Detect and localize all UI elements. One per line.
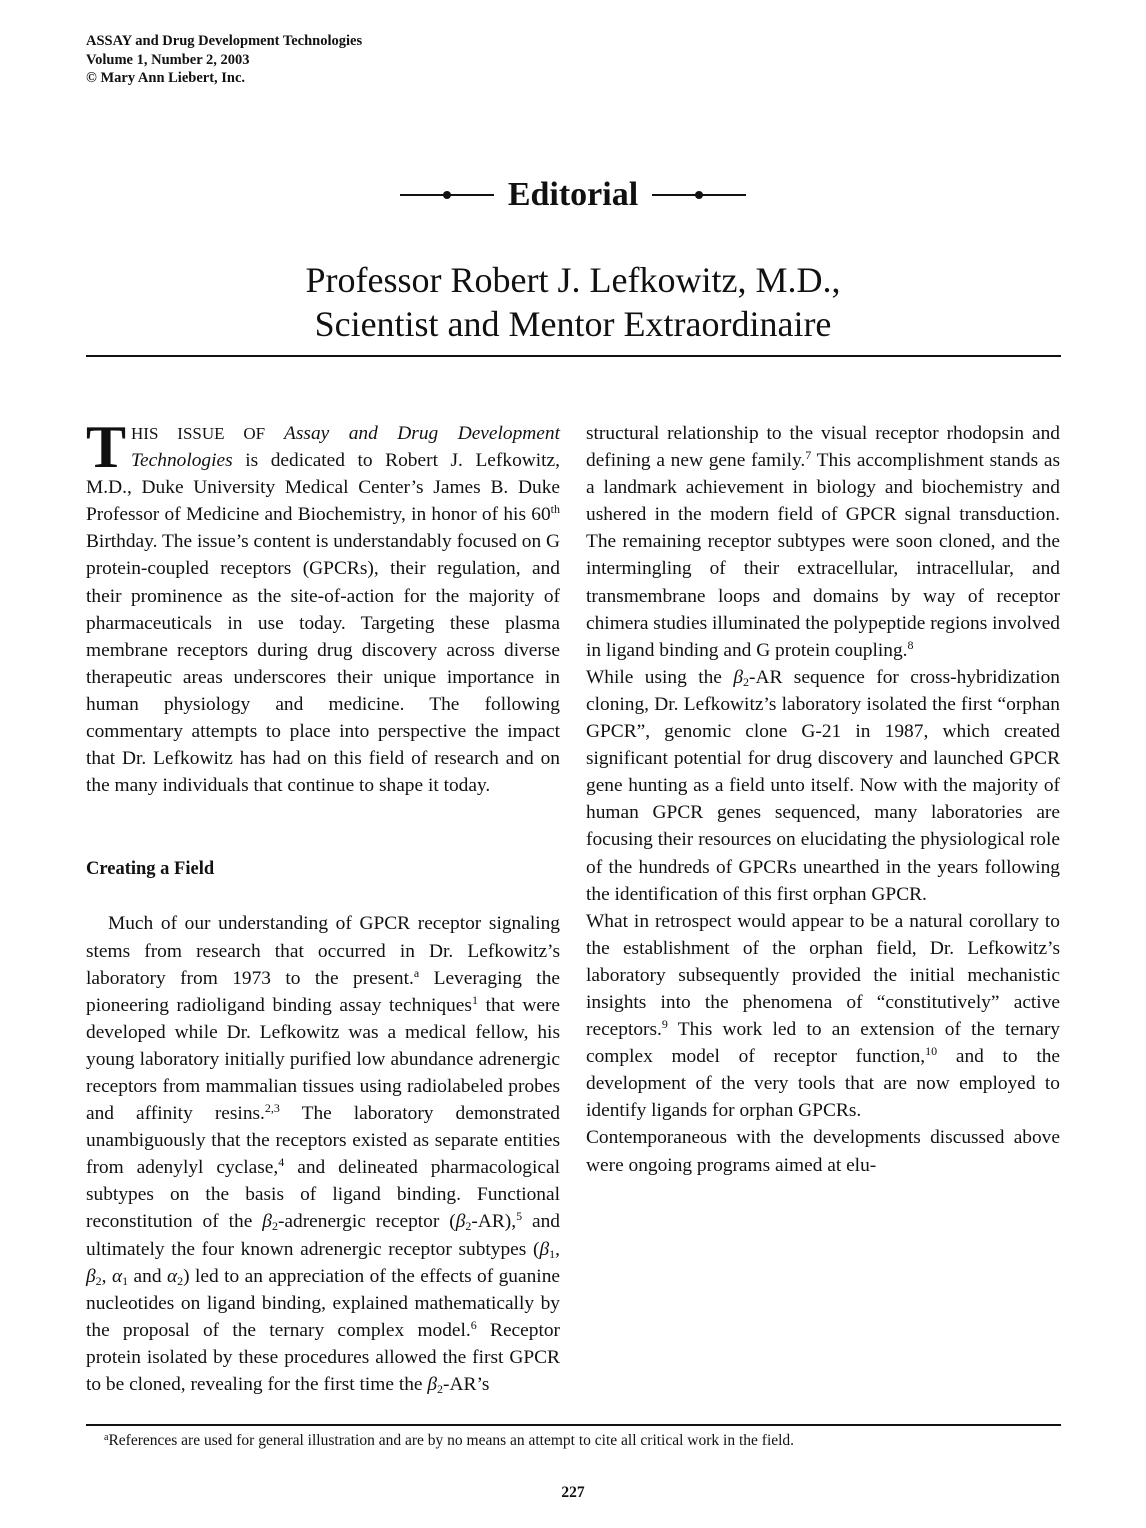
- journal-header: [86, 32, 362, 88]
- citation-ref[interactable]: 5: [516, 1209, 523, 1224]
- section-label: Editorial: [507, 176, 639, 213]
- drop-cap: T: [86, 414, 127, 480]
- right-column: [586, 420, 1060, 1179]
- citation-ref[interactable]: 4: [278, 1155, 285, 1170]
- intro-paragraph: THIS ISSUE OF Assay and Drug Development Technologies is dedicated to Robert J. Lefkowitz, M.D., Duke University Medical Center’s James B. Duke Professor of Medicine and Biochemistry, in honor of his 60th Birthday. The issue’s content is understandably focused on G protein-coupled receptors (GPCRs), their regulation, and their prominence as the site-of-action for the majority of pharmaceuticals in use today. Targeting these plasma membrane receptors during drug discovery across diverse therapeutic areas underscores their unique importance in human physiology and medicine. The following commentary attempts to place into perspective the impact that Dr. Lefkowitz has had on this field of research and on the many individuals that continue to shape it today.: [86, 414, 560, 797]
- left-column: [86, 414, 560, 1398]
- citation-ref[interactable]: 10: [925, 1044, 938, 1059]
- citation-ref[interactable]: 8: [907, 637, 914, 652]
- citation-ref[interactable]: 6: [470, 1317, 477, 1332]
- body-paragraph: Contemporaneous with the developments discussed above were ongoing programs aimed at elu-: [586, 1127, 1060, 1176]
- article-title: [0, 258, 1146, 346]
- footnote: $^a$References are used for general illustration and are by no means an attempt to cite all critical work in the field.: [104, 1432, 795, 1449]
- subsection-heading: Creating a Field: [86, 859, 215, 880]
- citation-ref[interactable]: 1: [471, 992, 478, 1007]
- title-line-1: Professor Robert J. Lefkowitz, M.D.,: [305, 260, 841, 300]
- journal-volume: Volume 1, Number 2, 2003: [86, 51, 250, 68]
- citation-ref[interactable]: 9: [661, 1017, 668, 1032]
- journal-name: ASSAY and Drug Development Technologies: [86, 33, 363, 49]
- body-paragraph: While using the $\beta_2-AR$ sequence for cross-hybridization cloning, Dr. Lefkowitz’s laboratory isolated the first “orphan GPCR”, genomic clone G-21 in 1987, which created significant potential for drug discovery and launched GPCR gene hunting as a field unto itself. Now with the majority of human GPCR genes sequenced, many laboratories are focusing their resources on elucidating the physiological role of the hundreds of GPCRs unearthed in the years following the identification of this first orphan GPCR.: [586, 666, 1060, 905]
- journal-copyright: © Mary Ann Liebert, Inc.: [86, 70, 246, 86]
- title-line-2: Scientist and Mentor Extraordinaire: [314, 304, 832, 344]
- journal-name-italic: Assay and Drug Development Technologies: [131, 423, 560, 472]
- footnote-ref[interactable]: a: [413, 965, 420, 980]
- citation-ref[interactable]: 7: [805, 448, 812, 463]
- ornament-right-icon: [652, 194, 746, 196]
- body-paragraph: structural relationship to the visual receptor rhodopsin and defining a new gene family.$^7$ This accomplishment stands as a landmark achievement in biology and biochemistry and ushered in the modern field of GPCR signal transduction. The remaining receptor subtypes were soon cloned, and the intermingling of their extracellular, intracellular, and transmembrane loops and domains by way of receptor chimera studies illuminated the polypeptide regions involved in ligand binding and G protein coupling.$^8$: [586, 423, 1060, 661]
- title-divider: [86, 355, 1061, 357]
- body-paragraph: Much of our understanding of GPCR receptor signaling stems from research that occurred in Dr. Lefkowitz’s laboratory from 1973 to the present.$^a$ Leveraging the pioneering radioligand binding assay techniques$^1$ that were developed while Dr. Lefkowitz was a medical fellow, his young laboratory initially purified low abundance adrenergic receptors from mammalian tissues using radiolabeled probes and affinity resins.$^{2,3}$ The laboratory demonstrated unambiguously that the receptors existed as separate entities from adenylyl cyclase,$^4$ and delineated pharmacological subtypes on the basis of ligand binding. Functional reconstitution of the $\beta_2$-adrenergic receptor $(\beta_2-AR),^5$ and ultimately the four known adrenergic receptor subtypes ($\beta_1$, $\beta_2$, $\alpha_1$ and $\alpha_2$) led to an appreciation of the effects of guanine nucleotides on ligand binding, explained mathematically by the proposal of the ternary complex model.$^6$ Receptor protein isolated by these procedures allowed the first GPCR to be cloned, revealing for the first time the $\beta_2-AR’s$: [86, 913, 560, 1396]
- citation-ref[interactable]: 2,3: [264, 1101, 280, 1116]
- page-number: 227: [561, 1484, 585, 1501]
- section-heading: [0, 170, 1146, 220]
- footnote-divider: [86, 1424, 1061, 1426]
- ornament-left-icon: [400, 194, 494, 196]
- body-paragraph: What in retrospect would appear to be a natural corollary to the establishment of the orphan field, Dr. Lefkowitz’s laboratory subsequently provided the initial mechanistic insights into the phenomena of “constitutively” active receptors.$^9$ This work led to an extension of the ternary complex model of receptor function,$^{10}$ and to the development of the very tools that are now employed to identify ligands for orphan GPCRs.: [586, 910, 1061, 1122]
